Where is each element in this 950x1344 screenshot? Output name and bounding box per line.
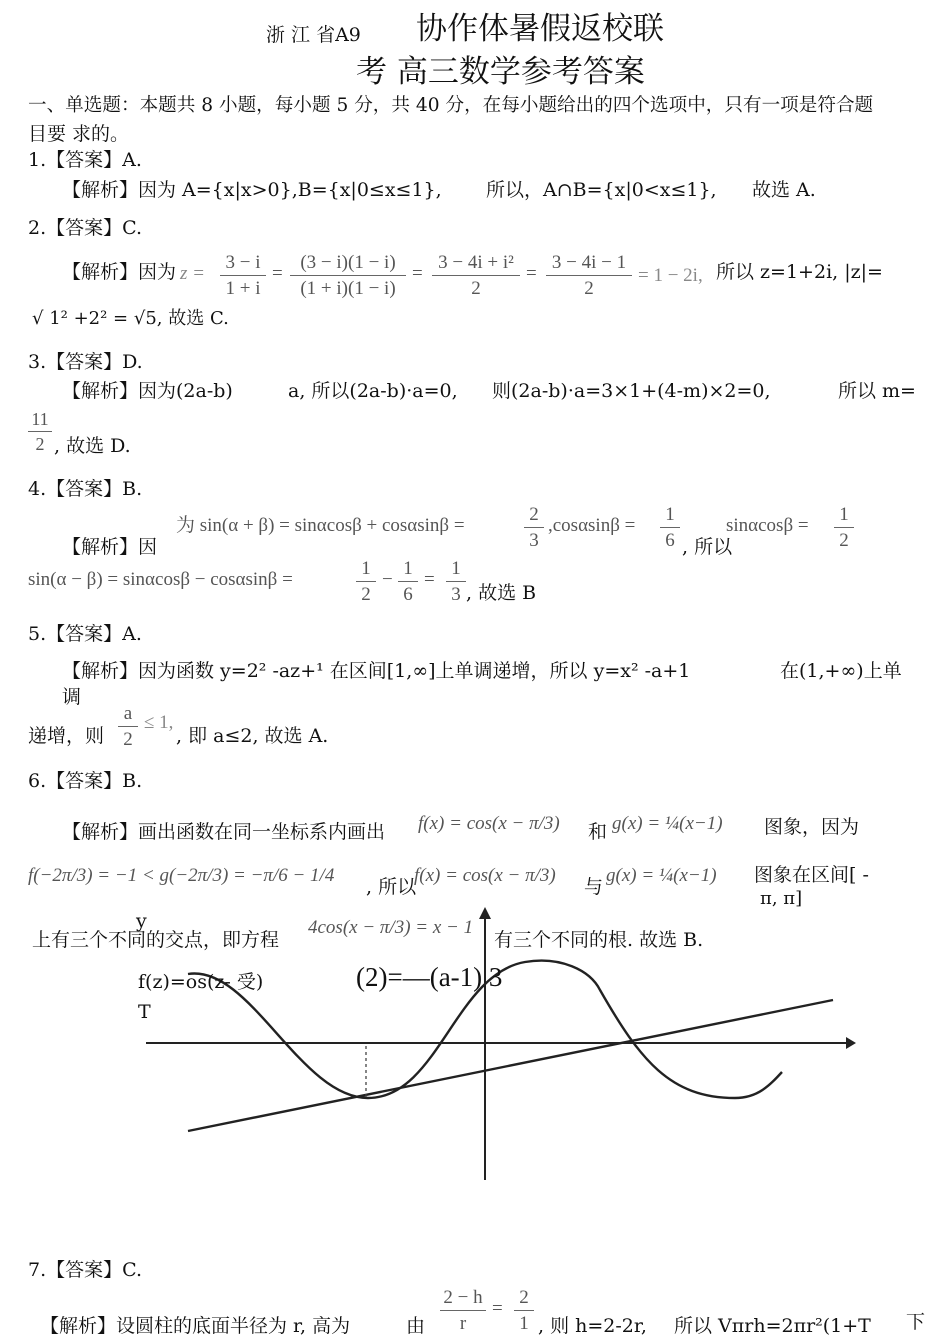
graph-label-t: T	[138, 1001, 151, 1023]
q4-f5-num: 1	[403, 558, 413, 579]
q3-answer: 3.【答案】D.	[28, 351, 143, 373]
q3-mid1: a, 所以(2a-b)·a=0,	[288, 380, 458, 402]
q4-f4-den: 2	[361, 584, 371, 605]
q6-line2-sub: π, π]	[760, 888, 803, 909]
q2-eq3: =	[526, 263, 537, 284]
q7-frac-den: r	[459, 1313, 467, 1334]
q7-analysis: 【解析】设圆柱的底面半径为 r, 高为	[40, 1315, 351, 1337]
q7-frac	[440, 1288, 486, 1333]
q2-result: = 1 − 2i,	[638, 265, 703, 286]
q4-eq: =	[424, 569, 435, 590]
title-line2: 考 高三数学参考答案	[356, 54, 645, 90]
q6-analysis: 【解析】画出函数在同一坐标系内画出	[62, 821, 386, 843]
q6-fx: f(x) = cos(x − π/3)	[418, 813, 560, 834]
q4-f3-num: 1	[839, 504, 849, 525]
q7-end: , 则 h=2-2r,	[538, 1315, 647, 1337]
q3-frac-den: 2	[35, 434, 45, 454]
line-g	[188, 1000, 833, 1131]
q1-end: 故选 A.	[752, 179, 816, 201]
q5-wrap: 调	[62, 686, 82, 708]
q7-far: 下	[906, 1311, 926, 1333]
q3-analysis: 【解析】因为(2a-b)	[62, 380, 233, 402]
q4-f3-den: 2	[839, 530, 849, 551]
q4-minus: −	[382, 569, 393, 590]
q6-line2-mid: , 所以	[366, 876, 417, 898]
q6-and: 和	[588, 821, 608, 843]
q6-answer: 6.【答案】B.	[28, 770, 143, 792]
q7-by: 由	[406, 1315, 426, 1337]
q3-mid2: 则(2a-b)·a=3×1+(4-m)×2=0,	[492, 380, 771, 402]
q4-f1-num: 2	[529, 504, 539, 525]
q2-line2: √ 1² +2² = √5, 故选 C.	[32, 308, 229, 329]
q5-answer: 5.【答案】A.	[28, 623, 142, 645]
q2-frac2-den: (1 + i)(1 − i)	[300, 278, 396, 299]
q7-frac-num: 2 − h	[443, 1287, 483, 1308]
q2-tail: 所以 z=1+2i, |z|=	[716, 261, 883, 283]
q7-frac2-den: 1	[519, 1313, 529, 1334]
q5-frac-den: 2	[123, 729, 133, 750]
q6-after: 图象，因为	[764, 816, 860, 838]
title-prefix: 浙 江 省A9	[266, 24, 361, 46]
q4-mid: , 所以	[682, 536, 733, 558]
q4-f1-den: 3	[529, 530, 539, 551]
q6-line3-end: 有三个不同的根. 故选 B.	[494, 929, 704, 951]
q6-line3-formula: 4cos(x − π/3) = x − 1	[308, 917, 474, 938]
q2-answer: 2.【答案】C.	[28, 217, 143, 239]
q7-tail: 所以 Vπrh=2πr²(1+T	[674, 1315, 871, 1337]
q6-line2-end: 图象在区间[ -	[754, 864, 869, 886]
q2-frac3-num: 3 − 4i + i²	[438, 252, 514, 273]
q4-f5-den: 6	[403, 584, 413, 605]
title-main: 协作体暑假返校联	[416, 11, 664, 47]
q2-frac3-den: 2	[471, 278, 481, 299]
q4-answer: 4.【答案】B.	[28, 478, 143, 500]
q4-f6-den: 3	[451, 584, 461, 605]
graph-label-g: (2)=—(a-1) 3	[356, 962, 503, 992]
q5-line2-start: 递增，则	[28, 725, 105, 747]
q1-mid: 所以，A∩B={x|0<x≤1},	[486, 179, 717, 201]
q1-analysis: 【解析】因为 A={x|x>0},B={x|0≤x≤1},	[62, 179, 442, 201]
q2-eq2: =	[412, 263, 423, 284]
q6-y-label: y	[136, 910, 147, 932]
section-heading-cont: 目要 求的。	[28, 123, 130, 145]
q3-final: , 故选 D.	[54, 435, 131, 457]
q2-frac4-num: 3 − 4i − 1	[551, 252, 627, 273]
q4-formula1: 为 sin(α + β) = sinαcosβ + cosαsinβ =	[176, 515, 465, 536]
q7-frac2-num: 2	[519, 1287, 529, 1308]
q2-eq1: =	[272, 263, 283, 284]
q5-leq: ≤ 1,	[144, 712, 174, 733]
q4-f2-den: 6	[665, 530, 675, 551]
q7-answer: 7.【答案】C.	[28, 1259, 143, 1281]
q6-line2-formula: f(−2π/3) = −1 < g(−2π/3) = −π/6 − 1/4	[28, 865, 335, 886]
q4-f2-num: 1	[665, 504, 675, 525]
q5-analysis: 【解析】因为函数 y=2² -az+¹ 在区间[1,∞]上单调递增，所以 y=x² -a+1	[62, 660, 691, 682]
q3-end: 所以 m=	[838, 380, 916, 402]
q4-formula3: sinαcosβ =	[726, 515, 809, 536]
q6-gx: g(x) = ¼(x−1)	[612, 813, 723, 834]
q2-analysis-label: 【解析】因为	[62, 261, 177, 283]
q4-formula4: sin(α − β) = sinαcosβ − cosαsinβ =	[28, 569, 293, 590]
q4-formula2: ,cosαsinβ =	[548, 515, 636, 536]
y-axis-arrow	[479, 907, 491, 919]
q6-line3-start: 上有三个不同的交点，即方程	[32, 929, 280, 951]
q4-analysis: 【解析】因	[62, 536, 158, 558]
q3-frac-num: 11	[31, 409, 49, 429]
q5-frac-num: a	[123, 703, 133, 724]
q6-line2-and: 与	[584, 876, 604, 898]
q6-line2-fx: f(x) = cos(x − π/3)	[414, 865, 556, 886]
section-heading: 一、单选题：本题共 8 小题，每小题 5 分，共 40 分，在每小题给出的四个选项中，只有一项是符合题	[28, 95, 874, 116]
q6-line2-gx: g(x) = ¼(x−1)	[606, 865, 717, 886]
q2-frac1-den: 1 + i	[225, 278, 261, 299]
q7-frac2	[514, 1288, 534, 1333]
q2-frac1-num: 3 − i	[225, 252, 261, 273]
q2-z: z =	[180, 263, 205, 284]
q2-frac4-den: 2	[584, 278, 594, 299]
q7-eq: =	[492, 1298, 503, 1319]
graph-label-f: f(z)=os(z- 受)	[138, 971, 264, 993]
q1-answer: 1.【答案】A.	[28, 149, 142, 171]
x-axis-arrow	[846, 1037, 856, 1049]
q2-frac2-num: (3 − i)(1 − i)	[300, 252, 396, 273]
q5-right: 在(1,+∞)上单	[780, 660, 902, 682]
q5-line2-end: , 即 a≤2, 故选 A.	[176, 725, 329, 747]
q4-f6-num: 1	[451, 558, 461, 579]
q4-end: , 故选 B	[466, 582, 537, 604]
q4-f4-num: 1	[361, 558, 371, 579]
